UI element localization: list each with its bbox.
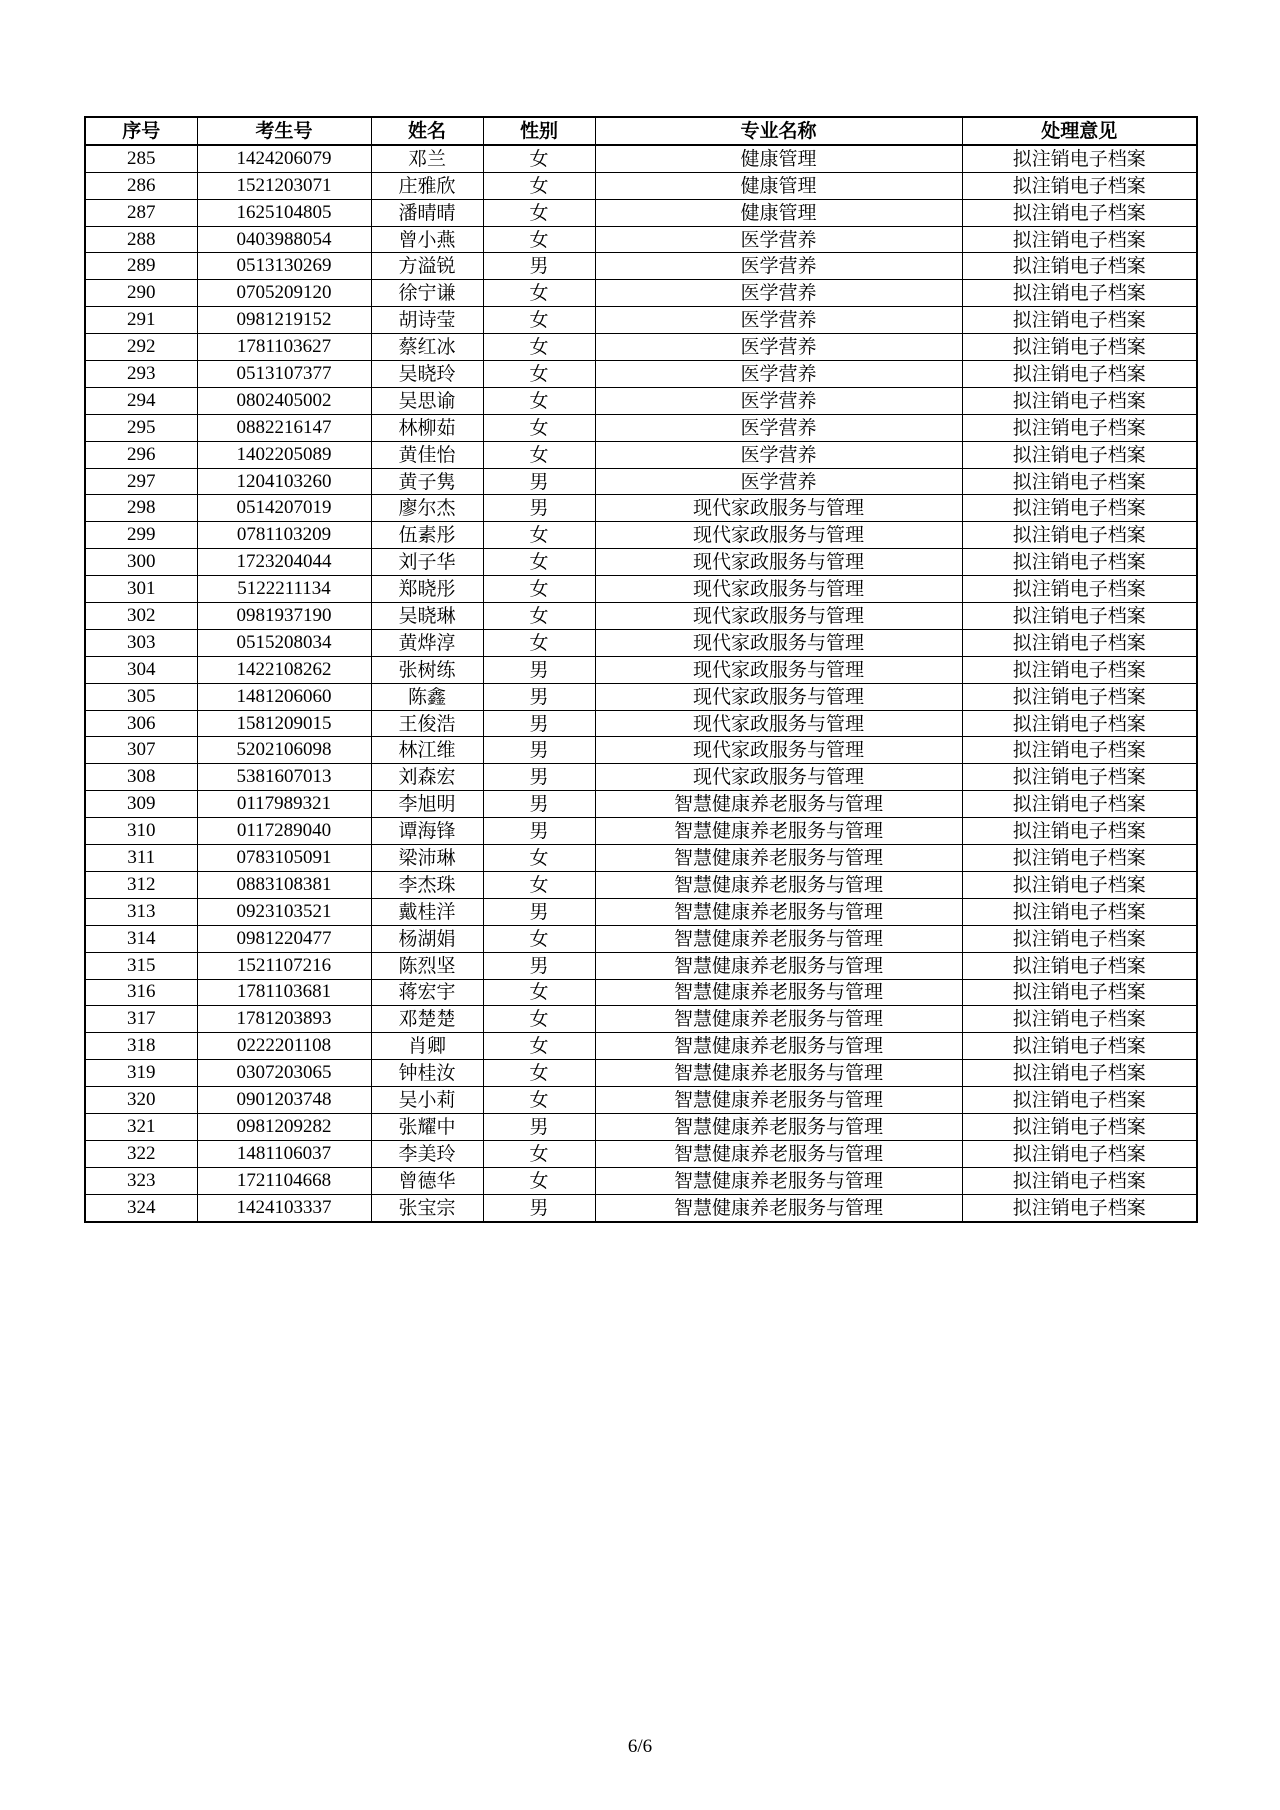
cell-major: 现代家政服务与管理 xyxy=(595,495,962,522)
table-row xyxy=(85,387,1197,414)
cell-seq: 316 xyxy=(85,979,197,1006)
cell-exam-no: 0783105091 xyxy=(197,845,371,872)
cell-gender: 男 xyxy=(483,952,595,979)
cell-major: 现代家政服务与管理 xyxy=(595,764,962,791)
cell-name: 吴晓琳 xyxy=(371,603,483,630)
cell-exam-no: 0882216147 xyxy=(197,414,371,441)
candidate-table xyxy=(84,116,1198,1223)
table-row xyxy=(85,199,1197,226)
cell-opinion: 拟注销电子档案 xyxy=(962,1113,1197,1140)
cell-gender: 男 xyxy=(483,683,595,710)
table-row xyxy=(85,710,1197,737)
cell-opinion: 拟注销电子档案 xyxy=(962,226,1197,253)
cell-seq: 288 xyxy=(85,226,197,253)
cell-exam-no: 1723204044 xyxy=(197,549,371,576)
cell-exam-no: 1721104668 xyxy=(197,1167,371,1194)
cell-seq: 313 xyxy=(85,898,197,925)
cell-gender: 女 xyxy=(483,1033,595,1060)
cell-major: 健康管理 xyxy=(595,145,962,172)
header-name: 姓名 xyxy=(371,117,483,145)
cell-seq: 286 xyxy=(85,172,197,199)
table-row xyxy=(85,871,1197,898)
cell-opinion: 拟注销电子档案 xyxy=(962,629,1197,656)
cell-seq: 294 xyxy=(85,387,197,414)
cell-gender: 女 xyxy=(483,387,595,414)
cell-seq: 323 xyxy=(85,1167,197,1194)
cell-major: 医学营养 xyxy=(595,334,962,361)
header-opinion: 处理意见 xyxy=(962,117,1197,145)
cell-gender: 女 xyxy=(483,925,595,952)
cell-name: 刘森宏 xyxy=(371,764,483,791)
cell-exam-no: 1581209015 xyxy=(197,710,371,737)
cell-opinion: 拟注销电子档案 xyxy=(962,603,1197,630)
cell-opinion: 拟注销电子档案 xyxy=(962,1060,1197,1087)
cell-opinion: 拟注销电子档案 xyxy=(962,387,1197,414)
cell-name: 潘晴晴 xyxy=(371,199,483,226)
cell-name: 钟桂汝 xyxy=(371,1060,483,1087)
cell-major: 智慧健康养老服务与管理 xyxy=(595,871,962,898)
table-row xyxy=(85,253,1197,280)
cell-gender: 女 xyxy=(483,603,595,630)
table-row xyxy=(85,656,1197,683)
cell-name: 陈烈坚 xyxy=(371,952,483,979)
cell-seq: 298 xyxy=(85,495,197,522)
cell-exam-no: 0705209120 xyxy=(197,280,371,307)
cell-seq: 295 xyxy=(85,414,197,441)
cell-gender: 男 xyxy=(483,253,595,280)
table-row xyxy=(85,925,1197,952)
cell-gender: 男 xyxy=(483,656,595,683)
cell-opinion: 拟注销电子档案 xyxy=(962,710,1197,737)
cell-gender: 女 xyxy=(483,871,595,898)
cell-opinion: 拟注销电子档案 xyxy=(962,549,1197,576)
table-row xyxy=(85,1033,1197,1060)
cell-opinion: 拟注销电子档案 xyxy=(962,871,1197,898)
cell-major: 现代家政服务与管理 xyxy=(595,737,962,764)
cell-opinion: 拟注销电子档案 xyxy=(962,280,1197,307)
cell-major: 智慧健康养老服务与管理 xyxy=(595,1140,962,1167)
cell-gender: 男 xyxy=(483,1194,595,1221)
cell-gender: 男 xyxy=(483,898,595,925)
cell-opinion: 拟注销电子档案 xyxy=(962,1033,1197,1060)
cell-major: 智慧健康养老服务与管理 xyxy=(595,1113,962,1140)
cell-seq: 302 xyxy=(85,603,197,630)
cell-seq: 310 xyxy=(85,818,197,845)
cell-name: 徐宁谦 xyxy=(371,280,483,307)
cell-major: 智慧健康养老服务与管理 xyxy=(595,1167,962,1194)
table-row xyxy=(85,1006,1197,1033)
cell-opinion: 拟注销电子档案 xyxy=(962,199,1197,226)
cell-exam-no: 1424206079 xyxy=(197,145,371,172)
cell-opinion: 拟注销电子档案 xyxy=(962,952,1197,979)
table-body xyxy=(85,145,1197,1222)
cell-exam-no: 0514207019 xyxy=(197,495,371,522)
cell-name: 李美玲 xyxy=(371,1140,483,1167)
cell-major: 医学营养 xyxy=(595,253,962,280)
table-row xyxy=(85,576,1197,603)
cell-exam-no: 1781103627 xyxy=(197,334,371,361)
table-row xyxy=(85,172,1197,199)
cell-opinion: 拟注销电子档案 xyxy=(962,1167,1197,1194)
cell-seq: 296 xyxy=(85,441,197,468)
cell-name: 李杰珠 xyxy=(371,871,483,898)
cell-major: 健康管理 xyxy=(595,199,962,226)
cell-gender: 女 xyxy=(483,441,595,468)
cell-gender: 女 xyxy=(483,1060,595,1087)
cell-exam-no: 1402205089 xyxy=(197,441,371,468)
cell-name: 方溢锐 xyxy=(371,253,483,280)
cell-opinion: 拟注销电子档案 xyxy=(962,1140,1197,1167)
cell-gender: 女 xyxy=(483,199,595,226)
cell-gender: 女 xyxy=(483,845,595,872)
table-row xyxy=(85,818,1197,845)
cell-gender: 男 xyxy=(483,468,595,495)
cell-seq: 305 xyxy=(85,683,197,710)
table-row xyxy=(85,1194,1197,1221)
cell-opinion: 拟注销电子档案 xyxy=(962,334,1197,361)
cell-exam-no: 0781103209 xyxy=(197,522,371,549)
cell-exam-no: 0981220477 xyxy=(197,925,371,952)
cell-exam-no: 0515208034 xyxy=(197,629,371,656)
cell-opinion: 拟注销电子档案 xyxy=(962,495,1197,522)
cell-seq: 321 xyxy=(85,1113,197,1140)
cell-exam-no: 0901203748 xyxy=(197,1087,371,1114)
cell-name: 谭海锋 xyxy=(371,818,483,845)
cell-gender: 男 xyxy=(483,791,595,818)
cell-seq: 287 xyxy=(85,199,197,226)
cell-major: 智慧健康养老服务与管理 xyxy=(595,952,962,979)
cell-major: 智慧健康养老服务与管理 xyxy=(595,898,962,925)
cell-exam-no: 0117989321 xyxy=(197,791,371,818)
cell-opinion: 拟注销电子档案 xyxy=(962,522,1197,549)
cell-opinion: 拟注销电子档案 xyxy=(962,925,1197,952)
header-gender: 性别 xyxy=(483,117,595,145)
table-row xyxy=(85,334,1197,361)
cell-seq: 320 xyxy=(85,1087,197,1114)
cell-major: 医学营养 xyxy=(595,307,962,334)
cell-major: 医学营养 xyxy=(595,414,962,441)
cell-name: 张树练 xyxy=(371,656,483,683)
cell-gender: 女 xyxy=(483,172,595,199)
cell-seq: 297 xyxy=(85,468,197,495)
cell-gender: 男 xyxy=(483,818,595,845)
cell-exam-no: 5202106098 xyxy=(197,737,371,764)
cell-name: 蒋宏宇 xyxy=(371,979,483,1006)
cell-seq: 301 xyxy=(85,576,197,603)
table-row xyxy=(85,495,1197,522)
header-exam-no: 考生号 xyxy=(197,117,371,145)
cell-opinion: 拟注销电子档案 xyxy=(962,1194,1197,1221)
cell-gender: 女 xyxy=(483,576,595,603)
cell-major: 健康管理 xyxy=(595,172,962,199)
cell-major: 智慧健康养老服务与管理 xyxy=(595,925,962,952)
cell-gender: 女 xyxy=(483,361,595,388)
cell-major: 医学营养 xyxy=(595,280,962,307)
cell-gender: 女 xyxy=(483,629,595,656)
cell-exam-no: 1625104805 xyxy=(197,199,371,226)
table-row xyxy=(85,979,1197,1006)
cell-major: 现代家政服务与管理 xyxy=(595,576,962,603)
cell-name: 梁沛琳 xyxy=(371,845,483,872)
cell-seq: 300 xyxy=(85,549,197,576)
cell-gender: 女 xyxy=(483,1140,595,1167)
cell-gender: 女 xyxy=(483,334,595,361)
table-row xyxy=(85,414,1197,441)
table-row xyxy=(85,683,1197,710)
cell-major: 智慧健康养老服务与管理 xyxy=(595,1006,962,1033)
cell-name: 黄佳怡 xyxy=(371,441,483,468)
cell-opinion: 拟注销电子档案 xyxy=(962,898,1197,925)
cell-name: 张耀中 xyxy=(371,1113,483,1140)
cell-seq: 303 xyxy=(85,629,197,656)
cell-major: 现代家政服务与管理 xyxy=(595,710,962,737)
cell-seq: 308 xyxy=(85,764,197,791)
cell-name: 曾小燕 xyxy=(371,226,483,253)
cell-seq: 285 xyxy=(85,145,197,172)
cell-opinion: 拟注销电子档案 xyxy=(962,656,1197,683)
cell-seq: 314 xyxy=(85,925,197,952)
cell-name: 张宝宗 xyxy=(371,1194,483,1221)
cell-seq: 318 xyxy=(85,1033,197,1060)
cell-major: 现代家政服务与管理 xyxy=(595,549,962,576)
table-header-row xyxy=(85,117,1197,145)
table-row xyxy=(85,1140,1197,1167)
cell-name: 廖尔杰 xyxy=(371,495,483,522)
cell-name: 黄子隽 xyxy=(371,468,483,495)
cell-gender: 女 xyxy=(483,1167,595,1194)
table-row xyxy=(85,1060,1197,1087)
cell-opinion: 拟注销电子档案 xyxy=(962,361,1197,388)
cell-major: 现代家政服务与管理 xyxy=(595,656,962,683)
cell-gender: 女 xyxy=(483,522,595,549)
table-row xyxy=(85,307,1197,334)
cell-major: 现代家政服务与管理 xyxy=(595,603,962,630)
cell-name: 邓楚楚 xyxy=(371,1006,483,1033)
table-row xyxy=(85,952,1197,979)
cell-major: 现代家政服务与管理 xyxy=(595,683,962,710)
cell-name: 李旭明 xyxy=(371,791,483,818)
cell-seq: 289 xyxy=(85,253,197,280)
cell-gender: 男 xyxy=(483,710,595,737)
cell-opinion: 拟注销电子档案 xyxy=(962,172,1197,199)
cell-seq: 322 xyxy=(85,1140,197,1167)
cell-seq: 299 xyxy=(85,522,197,549)
cell-seq: 291 xyxy=(85,307,197,334)
cell-exam-no: 1424103337 xyxy=(197,1194,371,1221)
cell-opinion: 拟注销电子档案 xyxy=(962,441,1197,468)
cell-major: 医学营养 xyxy=(595,361,962,388)
cell-major: 智慧健康养老服务与管理 xyxy=(595,1033,962,1060)
cell-name: 伍素彤 xyxy=(371,522,483,549)
cell-exam-no: 1781203893 xyxy=(197,1006,371,1033)
cell-exam-no: 0802405002 xyxy=(197,387,371,414)
cell-gender: 男 xyxy=(483,495,595,522)
cell-gender: 男 xyxy=(483,1113,595,1140)
table-row xyxy=(85,280,1197,307)
cell-major: 智慧健康养老服务与管理 xyxy=(595,1194,962,1221)
cell-name: 蔡红冰 xyxy=(371,334,483,361)
table-row xyxy=(85,549,1197,576)
cell-opinion: 拟注销电子档案 xyxy=(962,468,1197,495)
cell-exam-no: 0981209282 xyxy=(197,1113,371,1140)
cell-opinion: 拟注销电子档案 xyxy=(962,145,1197,172)
table-row xyxy=(85,791,1197,818)
cell-opinion: 拟注销电子档案 xyxy=(962,683,1197,710)
table-row xyxy=(85,1167,1197,1194)
cell-seq: 293 xyxy=(85,361,197,388)
cell-exam-no: 0403988054 xyxy=(197,226,371,253)
cell-gender: 女 xyxy=(483,307,595,334)
cell-gender: 女 xyxy=(483,414,595,441)
table-row xyxy=(85,361,1197,388)
cell-name: 肖卿 xyxy=(371,1033,483,1060)
cell-seq: 311 xyxy=(85,845,197,872)
table-row xyxy=(85,226,1197,253)
table-row xyxy=(85,1113,1197,1140)
cell-major: 智慧健康养老服务与管理 xyxy=(595,1087,962,1114)
cell-opinion: 拟注销电子档案 xyxy=(962,1006,1197,1033)
cell-major: 智慧健康养老服务与管理 xyxy=(595,845,962,872)
cell-opinion: 拟注销电子档案 xyxy=(962,307,1197,334)
cell-name: 黄烨淳 xyxy=(371,629,483,656)
table-row xyxy=(85,468,1197,495)
cell-major: 医学营养 xyxy=(595,441,962,468)
cell-major: 医学营养 xyxy=(595,468,962,495)
cell-major: 现代家政服务与管理 xyxy=(595,629,962,656)
cell-name: 林江维 xyxy=(371,737,483,764)
cell-major: 医学营养 xyxy=(595,226,962,253)
table-row xyxy=(85,145,1197,172)
cell-opinion: 拟注销电子档案 xyxy=(962,791,1197,818)
cell-opinion: 拟注销电子档案 xyxy=(962,979,1197,1006)
cell-opinion: 拟注销电子档案 xyxy=(962,576,1197,603)
cell-name: 邓兰 xyxy=(371,145,483,172)
table-row xyxy=(85,441,1197,468)
cell-gender: 女 xyxy=(483,280,595,307)
cell-exam-no: 5381607013 xyxy=(197,764,371,791)
table-row xyxy=(85,845,1197,872)
cell-exam-no: 0981219152 xyxy=(197,307,371,334)
cell-exam-no: 1521203071 xyxy=(197,172,371,199)
cell-name: 陈鑫 xyxy=(371,683,483,710)
cell-name: 郑晓彤 xyxy=(371,576,483,603)
cell-gender: 男 xyxy=(483,764,595,791)
cell-opinion: 拟注销电子档案 xyxy=(962,845,1197,872)
cell-gender: 男 xyxy=(483,737,595,764)
cell-name: 胡诗莹 xyxy=(371,307,483,334)
cell-exam-no: 0117289040 xyxy=(197,818,371,845)
cell-seq: 309 xyxy=(85,791,197,818)
cell-major: 智慧健康养老服务与管理 xyxy=(595,818,962,845)
cell-name: 刘子华 xyxy=(371,549,483,576)
table-row xyxy=(85,1087,1197,1114)
cell-gender: 女 xyxy=(483,226,595,253)
cell-seq: 317 xyxy=(85,1006,197,1033)
cell-gender: 女 xyxy=(483,1006,595,1033)
cell-opinion: 拟注销电子档案 xyxy=(962,737,1197,764)
cell-seq: 319 xyxy=(85,1060,197,1087)
cell-exam-no: 5122211134 xyxy=(197,576,371,603)
cell-major: 智慧健康养老服务与管理 xyxy=(595,979,962,1006)
cell-seq: 324 xyxy=(85,1194,197,1221)
cell-seq: 304 xyxy=(85,656,197,683)
cell-gender: 女 xyxy=(483,979,595,1006)
cell-name: 杨湖娟 xyxy=(371,925,483,952)
cell-exam-no: 0981937190 xyxy=(197,603,371,630)
header-major: 专业名称 xyxy=(595,117,962,145)
cell-major: 智慧健康养老服务与管理 xyxy=(595,791,962,818)
cell-opinion: 拟注销电子档案 xyxy=(962,414,1197,441)
cell-gender: 女 xyxy=(483,549,595,576)
table-row xyxy=(85,522,1197,549)
cell-name: 吴晓玲 xyxy=(371,361,483,388)
table-row xyxy=(85,737,1197,764)
table-row xyxy=(85,603,1197,630)
cell-exam-no: 1481106037 xyxy=(197,1140,371,1167)
table-row xyxy=(85,898,1197,925)
cell-opinion: 拟注销电子档案 xyxy=(962,1087,1197,1114)
header-seq: 序号 xyxy=(85,117,197,145)
cell-exam-no: 1521107216 xyxy=(197,952,371,979)
cell-seq: 292 xyxy=(85,334,197,361)
cell-exam-no: 1781103681 xyxy=(197,979,371,1006)
cell-exam-no: 1204103260 xyxy=(197,468,371,495)
cell-name: 庄雅欣 xyxy=(371,172,483,199)
cell-exam-no: 0923103521 xyxy=(197,898,371,925)
cell-name: 曾德华 xyxy=(371,1167,483,1194)
cell-exam-no: 1481206060 xyxy=(197,683,371,710)
cell-opinion: 拟注销电子档案 xyxy=(962,818,1197,845)
cell-name: 戴桂洋 xyxy=(371,898,483,925)
cell-name: 吴思谕 xyxy=(371,387,483,414)
cell-name: 王俊浩 xyxy=(371,710,483,737)
cell-seq: 315 xyxy=(85,952,197,979)
table-row xyxy=(85,764,1197,791)
cell-seq: 290 xyxy=(85,280,197,307)
cell-seq: 307 xyxy=(85,737,197,764)
cell-name: 吴小莉 xyxy=(371,1087,483,1114)
cell-opinion: 拟注销电子档案 xyxy=(962,253,1197,280)
cell-name: 林柳茹 xyxy=(371,414,483,441)
cell-opinion: 拟注销电子档案 xyxy=(962,764,1197,791)
cell-exam-no: 0222201108 xyxy=(197,1033,371,1060)
cell-gender: 女 xyxy=(483,1087,595,1114)
cell-exam-no: 0883108381 xyxy=(197,871,371,898)
cell-major: 智慧健康养老服务与管理 xyxy=(595,1060,962,1087)
cell-gender: 女 xyxy=(483,145,595,172)
cell-exam-no: 1422108262 xyxy=(197,656,371,683)
cell-exam-no: 0513107377 xyxy=(197,361,371,388)
cell-major: 现代家政服务与管理 xyxy=(595,522,962,549)
table-row xyxy=(85,629,1197,656)
cell-seq: 312 xyxy=(85,871,197,898)
cell-major: 医学营养 xyxy=(595,387,962,414)
cell-seq: 306 xyxy=(85,710,197,737)
cell-exam-no: 0307203065 xyxy=(197,1060,371,1087)
cell-exam-no: 0513130269 xyxy=(197,253,371,280)
page-number: 6/6 xyxy=(627,1736,653,1757)
